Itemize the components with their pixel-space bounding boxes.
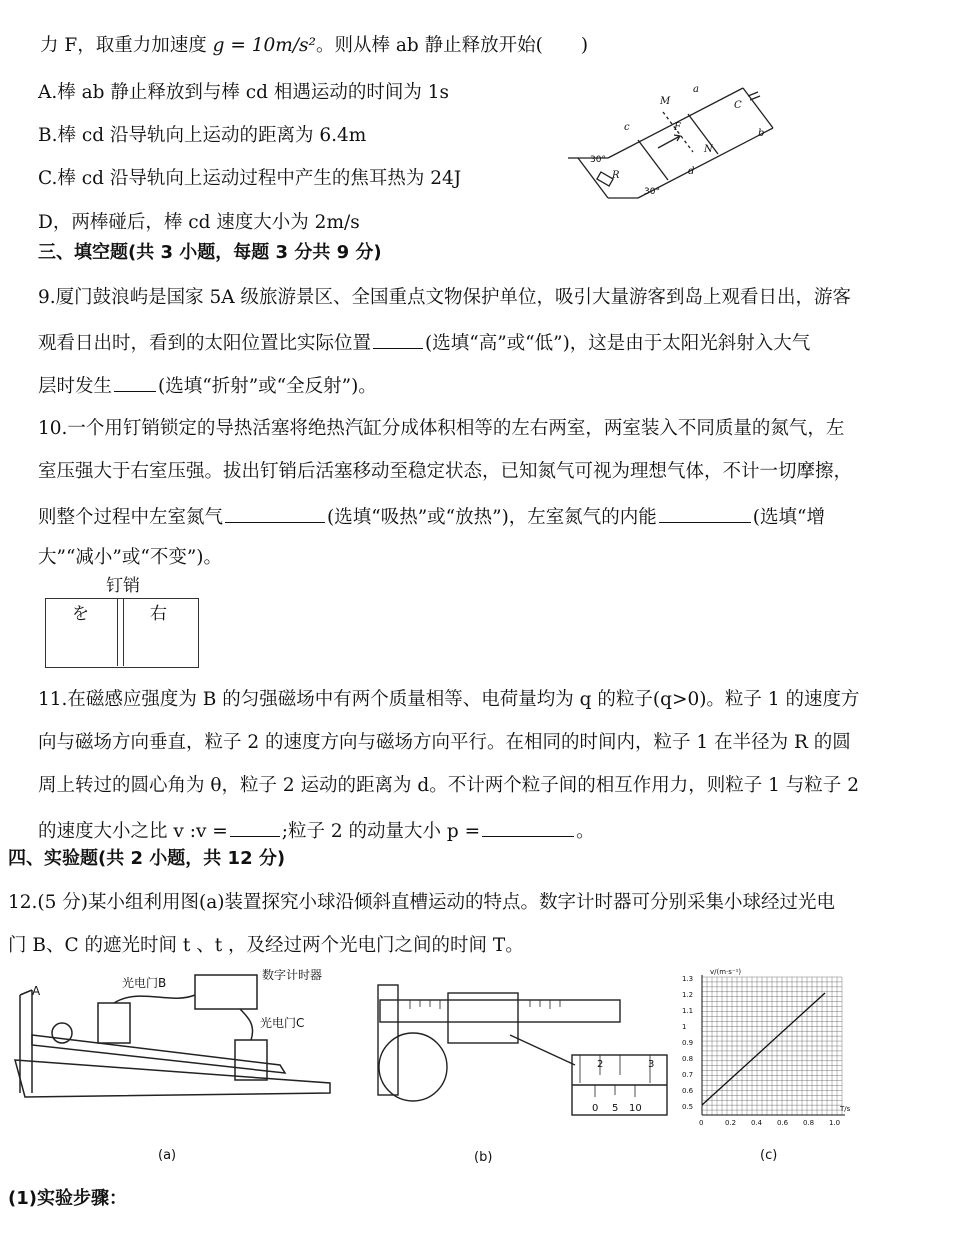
x-tick-label: 0.2 xyxy=(725,1119,737,1127)
section3-title: 三、填空题(共 3 小题，每题 3 分共 9 分) xyxy=(38,242,382,263)
q12-line2: 门 B、C 的遮光时间 t 、t ，及经过两个光电门之间的时间 T。 xyxy=(8,935,524,956)
svg-text:光电门C: 光电门C xyxy=(260,1016,305,1030)
figure-a-caption: (a) xyxy=(158,1148,177,1163)
svg-text:M: M xyxy=(660,96,671,107)
measured-ball xyxy=(379,1033,447,1101)
svg-text:a: a xyxy=(693,84,699,95)
q11-blank2[interactable] xyxy=(482,816,574,837)
svg-text:A: A xyxy=(32,984,41,998)
left-chamber-label: を xyxy=(72,604,89,624)
q10-line1: 10.一个用钉销锁定的导热活塞将绝热汽缸分成体积相等的左右两室，两室装入不同质量的氮气，左 xyxy=(38,418,845,439)
q9-line2: 观看日出时，看到的太阳位置比实际位置 (选填“高”或“低”)，这是由于太阳光斜射入大气 xyxy=(38,328,810,357)
q10-line3: 则整个过程中左室氮气 (选填“吸热”或“放热”)，左室氮气的内能 (选填“增 xyxy=(38,502,825,531)
q8-stem-end: 力 F，取重力加速度 g = 10m/s²。则从棒 ab 静止释放开始( ) xyxy=(40,35,589,56)
q8-option-a: A.棒 ab 静止释放到与棒 cd 相遇运动的时间为 1s xyxy=(38,82,449,103)
q10-blank2[interactable] xyxy=(659,502,751,523)
q9-blank2[interactable] xyxy=(114,371,156,392)
svg-text:v/(m·s⁻¹): v/(m·s⁻¹) xyxy=(710,968,742,976)
svg-text:10: 10 xyxy=(629,1103,642,1114)
q8-option-d: D，两棒碰后，棒 cd 速度大小为 2m/s xyxy=(38,212,360,233)
piston-right-edge xyxy=(123,598,124,666)
y-tick-label: 0.7 xyxy=(682,1071,694,1079)
cylinder-diagram xyxy=(45,598,199,668)
figure-b-caliper xyxy=(350,965,670,1135)
svg-text:2: 2 xyxy=(597,1059,604,1070)
svg-text:C: C xyxy=(734,100,742,111)
q10-blank1[interactable] xyxy=(225,502,325,523)
svg-text:30°: 30° xyxy=(590,155,606,165)
q8-option-c: C.棒 cd 沿导轨向上运动过程中产生的焦耳热为 24J xyxy=(38,168,462,189)
x-tick-label: 0.8 xyxy=(803,1119,815,1127)
svg-text:b: b xyxy=(758,128,765,139)
piston-left-edge xyxy=(117,598,118,666)
pin-label: 钉销 xyxy=(106,576,140,596)
svg-text:T/s: T/s xyxy=(840,1105,851,1113)
x-tick-label: 0 xyxy=(699,1119,704,1127)
q12-step1: (1)实验步骤： xyxy=(8,1188,127,1209)
figure-c-caption: (c) xyxy=(760,1148,778,1163)
digital-timer xyxy=(195,975,257,1009)
y-tick-label: 0.9 xyxy=(682,1039,694,1047)
q9-line1: 9.厦门鼓浪屿是国家 5A 级旅游景区、全国重点文物保护单位，吸引大量游客到岛上观看日出，游客 xyxy=(38,287,852,308)
x-tick-label: 0.4 xyxy=(751,1119,763,1127)
svg-text:30°: 30° xyxy=(644,187,660,197)
figure-b-caption: (b) xyxy=(474,1150,493,1165)
q8-option-b: B.棒 cd 沿导轨向上运动的距离为 6.4m xyxy=(38,125,367,146)
svg-text:数字计时器: 数字计时器 xyxy=(262,968,323,982)
fit-line xyxy=(702,993,825,1105)
y-tick-label: 0.6 xyxy=(682,1087,694,1095)
q11-line4: 的速度大小之比 v :v = ;粒子 2 的动量大小 p = 。 xyxy=(38,816,595,845)
q11-line3: 周上转过的圆心角为 θ，粒子 2 运动的距离为 d。不计两个粒子间的相互作用力，则粒子 1 与粒子 2 xyxy=(38,775,859,796)
q11-blank1[interactable] xyxy=(230,816,280,837)
force-arrow xyxy=(658,136,680,148)
svg-text:d: d xyxy=(688,166,695,177)
photogate-b xyxy=(98,1003,130,1043)
caliper-main-scale xyxy=(380,1000,620,1022)
y-tick-label: 1.2 xyxy=(682,991,694,999)
x-tick-label: 0.6 xyxy=(777,1119,789,1127)
base-board xyxy=(15,1060,330,1097)
figure-a-apparatus xyxy=(10,965,340,1115)
x-tick-label: 1.0 xyxy=(829,1119,841,1127)
q11-line1: 11.在磁感应强度为 B 的匀强磁场中有两个质量相等、电荷量均为 q 的粒子(q>0)。粒子 1 的速度方 xyxy=(38,689,860,710)
y-tick-label: 1 xyxy=(682,1023,687,1031)
right-chamber-label: 右 xyxy=(150,604,167,624)
section4-title: 四、实验题(共 2 小题，共 12 分) xyxy=(8,848,286,869)
y-tick-label: 0.8 xyxy=(682,1055,694,1063)
svg-text:0: 0 xyxy=(592,1103,599,1114)
svg-text:R: R xyxy=(612,170,620,181)
svg-text:5: 5 xyxy=(612,1103,619,1114)
y-tick-label: 1.1 xyxy=(682,1007,694,1015)
svg-text:c: c xyxy=(624,122,630,133)
q12-line1: 12.(5 分)某小组利用图(a)装置探究小球沿倾斜直槽运动的特点。数字计时器可分别采集小球经过光电 xyxy=(8,892,835,913)
q9-line3: 层时发生 (选填“折射”或“全反射”)。 xyxy=(38,371,377,400)
q8-rail-figure xyxy=(568,78,788,203)
svg-text:N: N xyxy=(704,144,713,155)
rod-cd xyxy=(638,140,668,180)
q10-line4: 大”“减小”或“不变”)。 xyxy=(38,547,223,568)
figure-c-graph xyxy=(680,965,860,1145)
ball xyxy=(52,1023,72,1043)
resistor xyxy=(597,172,613,186)
rod-ab xyxy=(688,114,718,154)
svg-text:光电门B: 光电门B xyxy=(122,976,167,990)
y-tick-label: 1.3 xyxy=(682,975,694,983)
q10-line2: 室压强大于右室压强。拔出钉销后活塞移动至稳定状态，已知氮气可视为理想气体，不计一切摩擦， xyxy=(38,461,853,482)
q9-blank1[interactable] xyxy=(373,328,423,349)
svg-text:3: 3 xyxy=(648,1059,655,1070)
svg-text:F: F xyxy=(674,122,681,133)
y-tick-label: 0.5 xyxy=(682,1103,694,1111)
q11-line2: 向与磁场方向垂直，粒子 2 的速度方向与磁场方向平行。在相同的时间内，粒子 1 在半径为 R 的圆 xyxy=(38,732,851,753)
g-formula: g = 10m/s² xyxy=(212,35,316,56)
